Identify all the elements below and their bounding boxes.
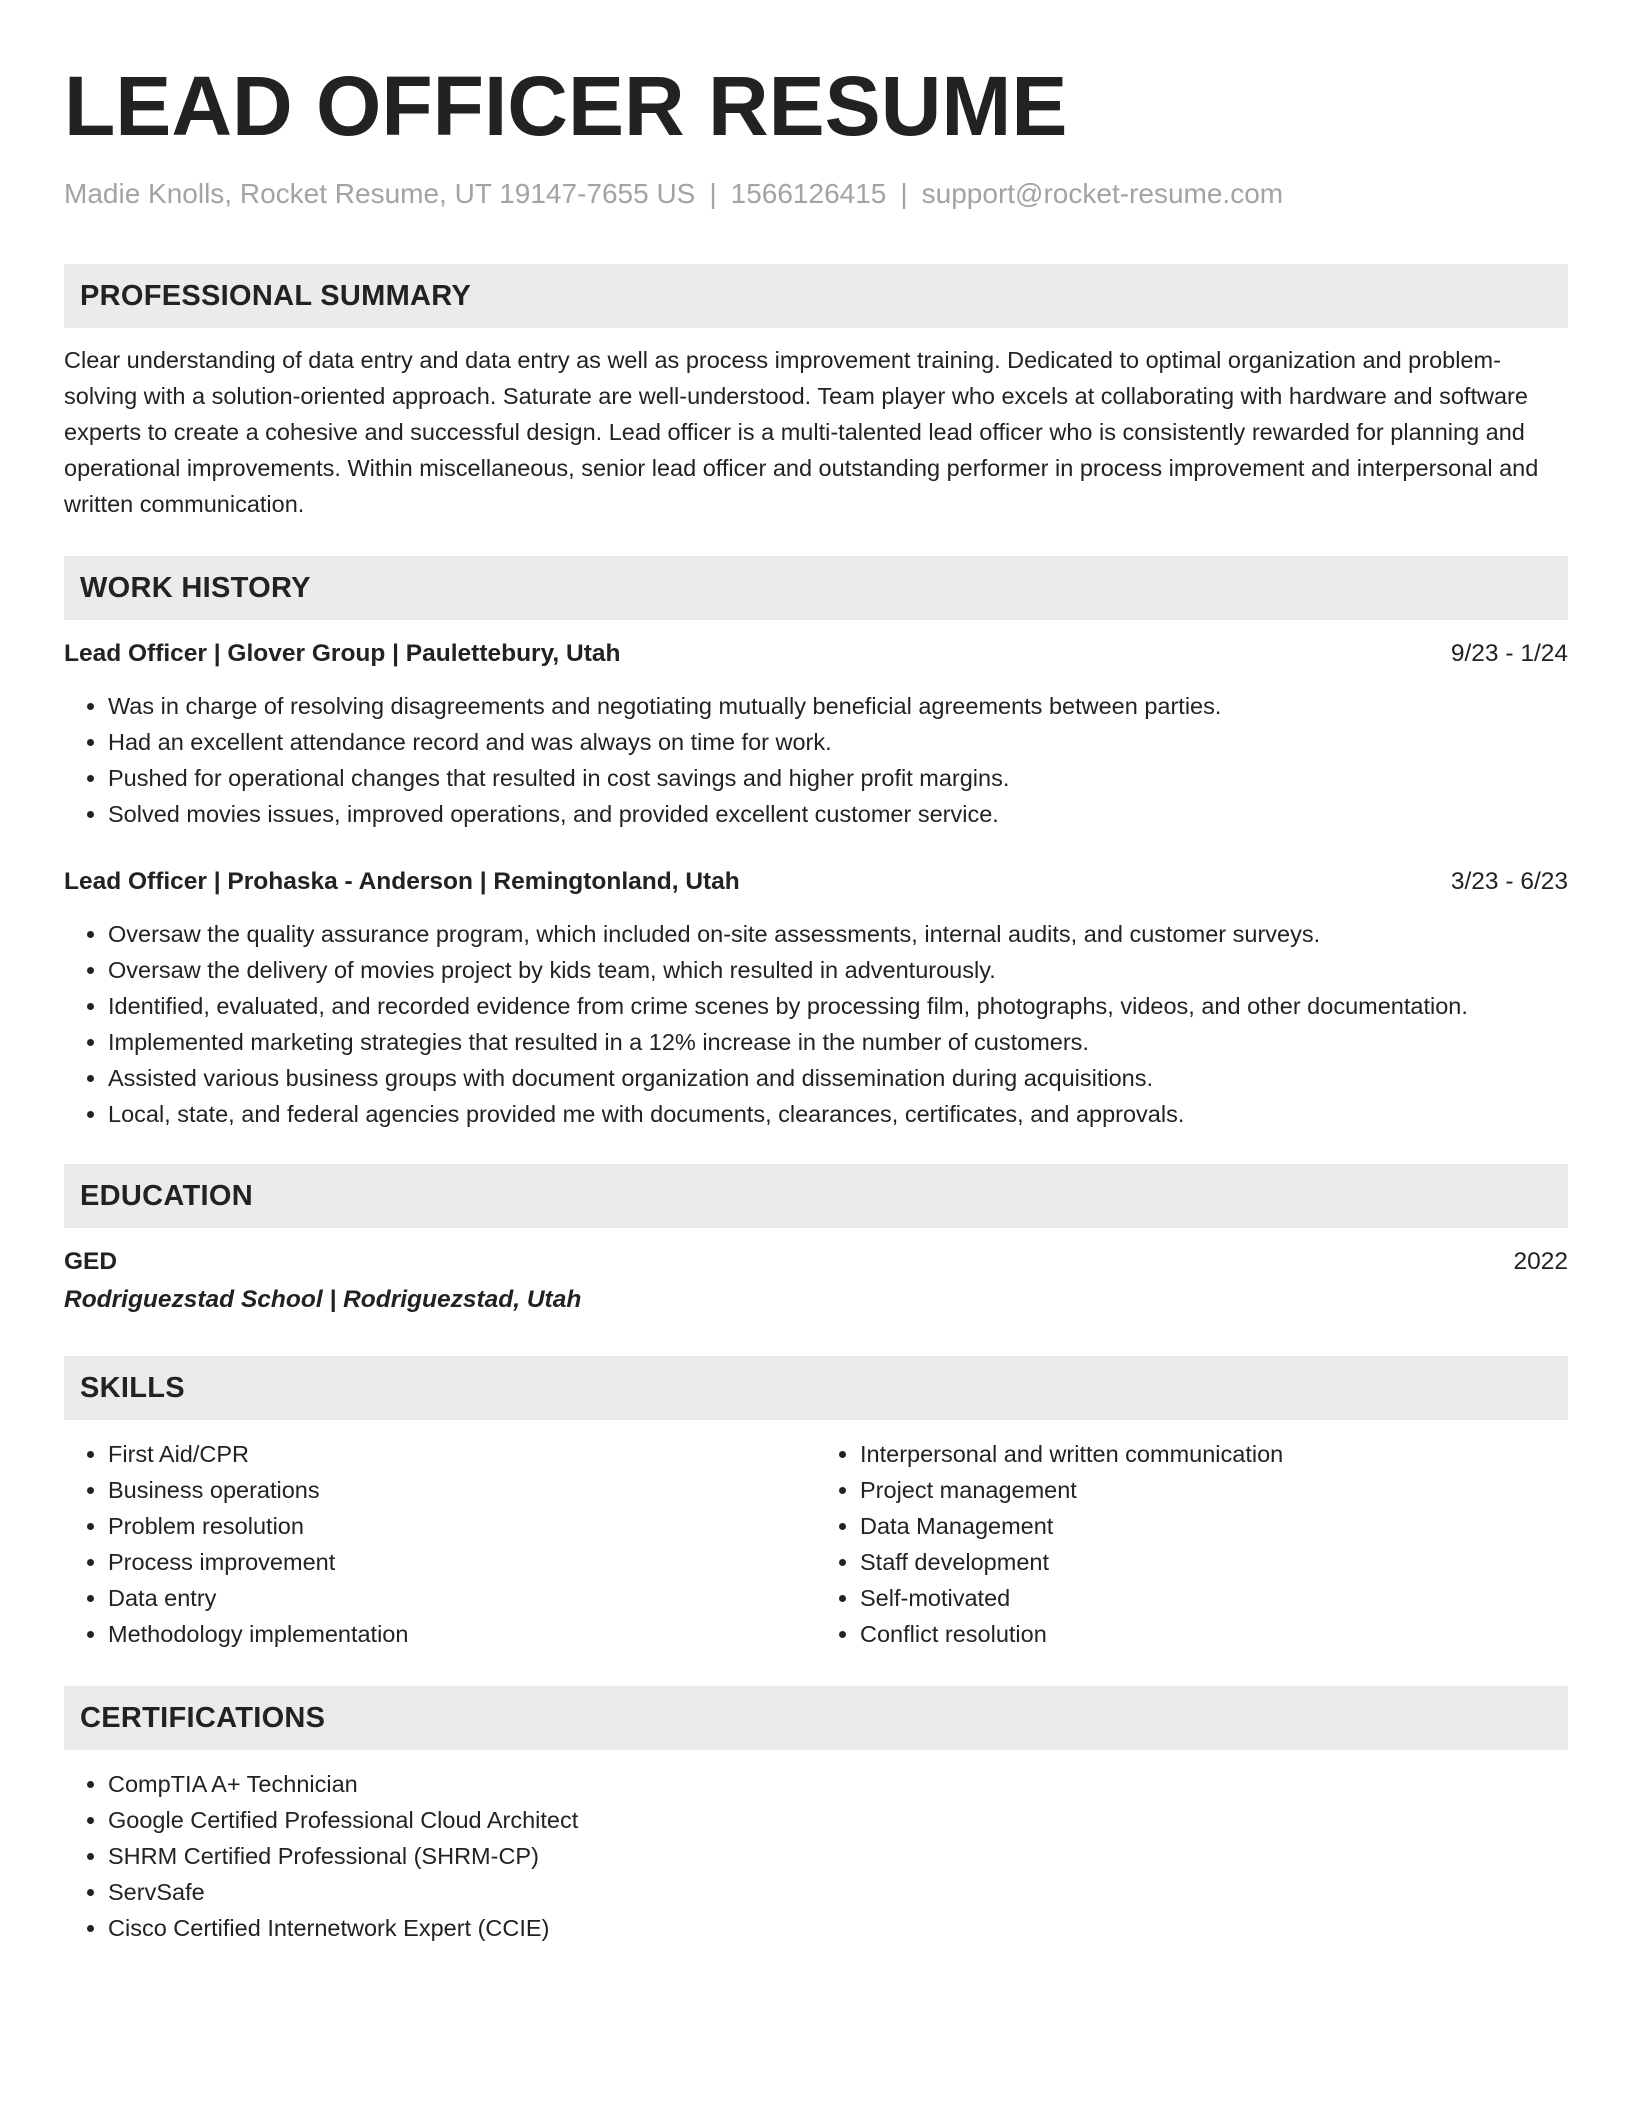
job-bullet: • Assisted various business groups with document organization and dissemination during acquisitions. bbox=[108, 1060, 1568, 1096]
skill-item: • Interpersonal and written communication bbox=[860, 1436, 1568, 1472]
job-header bbox=[64, 864, 1568, 900]
certification-item: • Cisco Certified Internetwork Expert (CCIE) bbox=[108, 1910, 1568, 1946]
job-bullet: • Had an excellent attendance record and was always on time for work. bbox=[108, 724, 1568, 760]
skill-item: • Business operations bbox=[108, 1472, 816, 1508]
contact-email: support@rocket-resume.com bbox=[921, 178, 1284, 209]
job-entry bbox=[64, 636, 1568, 832]
certification-item: • CompTIA A+ Technician bbox=[108, 1766, 1568, 1802]
contact-phone: 1566126415 bbox=[730, 178, 887, 209]
skill-item: • Problem resolution bbox=[108, 1508, 816, 1544]
education-degree: GED bbox=[64, 1248, 118, 1275]
contact-line bbox=[64, 176, 1568, 212]
job-bullet: • Identified, evaluated, and recorded evidence from crime scenes by processing film, photographs, videos, and other documentation. bbox=[108, 988, 1568, 1024]
job-dates: 9/23 - 1/24 bbox=[1450, 640, 1568, 667]
skill-item: • Conflict resolution bbox=[860, 1616, 1568, 1652]
skill-item: • First Aid/CPR bbox=[108, 1436, 816, 1472]
job-bullet: • Pushed for operational changes that resulted in cost savings and higher profit margins. bbox=[108, 760, 1568, 796]
contact-separator: | bbox=[900, 178, 908, 209]
certification-item: • Google Certified Professional Cloud Architect bbox=[108, 1802, 1568, 1838]
certification-item: • SHRM Certified Professional (SHRM-CP) bbox=[108, 1838, 1568, 1874]
job-title: Lead Officer | Prohaska - Anderson | Remingtonland, Utah bbox=[64, 868, 740, 895]
job-bullet: • Solved movies issues, improved operations, and provided excellent customer service. bbox=[108, 796, 1568, 832]
contact-address: Madie Knolls, Rocket Resume, UT 19147-7655 US bbox=[64, 178, 696, 209]
job-title: Lead Officer | Glover Group | Paulettebury, Utah bbox=[64, 640, 621, 667]
section-header-skills: SKILLS bbox=[64, 1356, 1568, 1420]
section-header-certifications: CERTIFICATIONS bbox=[64, 1686, 1568, 1750]
skill-item: • Project management bbox=[860, 1472, 1568, 1508]
job-header bbox=[64, 636, 1568, 672]
skill-item: • Process improvement bbox=[108, 1544, 816, 1580]
job-bullet: • Local, state, and federal agencies provided me with documents, clearances, certificates, and approvals. bbox=[108, 1096, 1568, 1132]
education-year: 2022 bbox=[1513, 1248, 1568, 1275]
skill-item: • Data Management bbox=[860, 1508, 1568, 1544]
skill-item: • Self-motivated bbox=[860, 1580, 1568, 1616]
job-entry bbox=[64, 864, 1568, 1132]
skill-item: • Data entry bbox=[108, 1580, 816, 1616]
certifications-list bbox=[64, 1766, 1568, 1946]
section-header-education: EDUCATION bbox=[64, 1164, 1568, 1228]
education-header bbox=[64, 1244, 1568, 1280]
certification-item: • ServSafe bbox=[108, 1874, 1568, 1910]
skill-item: • Staff development bbox=[860, 1544, 1568, 1580]
summary-text: Clear understanding of data entry and data entry as well as process improvement training. Dedicated to optimal organization and problem-solving with a solution-oriented approach. Saturate are well-understood. Team player who excels at collaborating with hardware and software experts to create a cohesive and successful design. Lead officer is a multi-talented lead officer who is consistently rewarded for planning and operational improvements. Within miscellaneous, senior lead officer and outstanding performer in process improvement and interpersonal and written communication. bbox=[64, 347, 1539, 517]
contact-separator: | bbox=[709, 178, 717, 209]
job-bullet: • Oversaw the delivery of movies project by kids team, which resulted in adventurously. bbox=[108, 952, 1568, 988]
skill-item: • Methodology implementation bbox=[108, 1616, 816, 1652]
skills-columns bbox=[64, 1436, 1568, 1652]
education-school: Rodriguezstad School | Rodriguezstad, Utah bbox=[64, 1286, 582, 1313]
job-dates: 3/23 - 6/23 bbox=[1450, 868, 1568, 895]
section-header-work-history: WORK HISTORY bbox=[64, 556, 1568, 620]
job-bullets bbox=[64, 916, 1568, 1132]
skills-list-right bbox=[816, 1436, 1568, 1652]
skills-list-left bbox=[64, 1436, 816, 1652]
job-bullets bbox=[64, 688, 1568, 832]
section-header-summary: PROFESSIONAL SUMMARY bbox=[64, 264, 1568, 328]
job-bullet: • Implemented marketing strategies that resulted in a 12% increase in the number of customers. bbox=[108, 1024, 1568, 1060]
job-bullet: • Oversaw the quality assurance program, which included on-site assessments, internal audits, and customer surveys. bbox=[108, 916, 1568, 952]
job-bullet: • Was in charge of resolving disagreements and negotiating mutually beneficial agreements between parties. bbox=[108, 688, 1568, 724]
page-title: LEAD OFFICER RESUME bbox=[64, 59, 1068, 153]
